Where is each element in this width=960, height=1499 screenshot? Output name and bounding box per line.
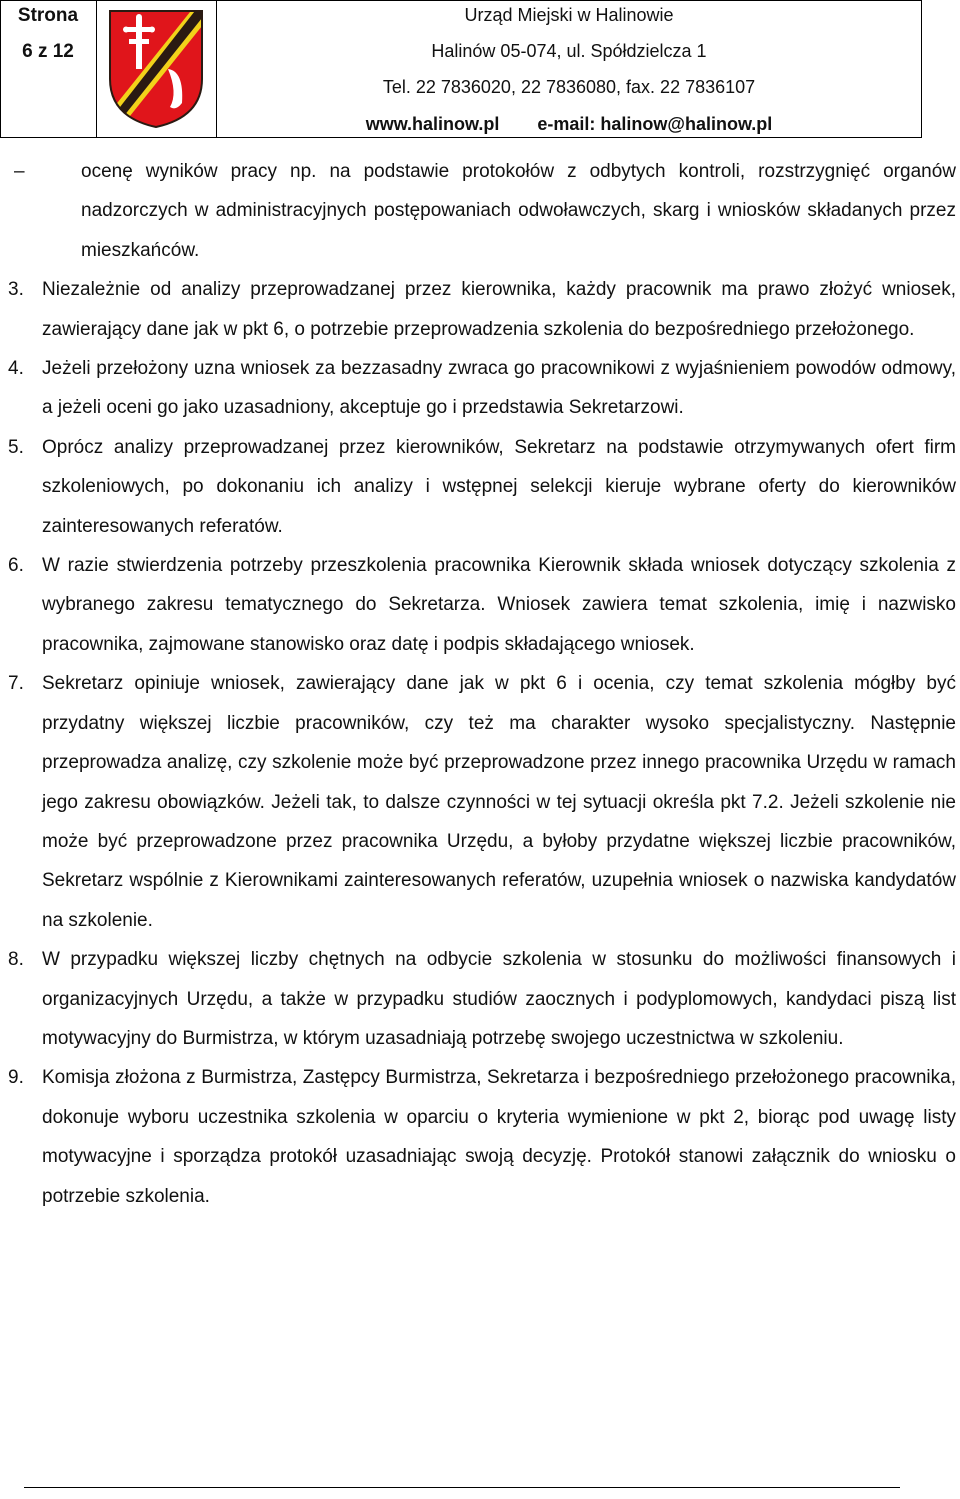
list-item-4 — [0, 349, 960, 428]
item-number: 9. — [8, 1067, 24, 1089]
office-name: Urząd Miejski w Halinowie — [464, 5, 674, 25]
paragraph-text: ocenę wyników pracy np. na podstawie protokołów z odbytych kontroli, rozstrzygnięć organów nadzorczych w administracyjnych postępowaniach odwoławczych, skarg i wniosków składanych przez mieszkańców. — [81, 161, 956, 261]
office-address: Halinów 05-074, ul. Spółdzielcza 1 — [431, 41, 707, 61]
office-contact-block — [217, 1, 921, 137]
list-item-8 — [0, 940, 960, 1058]
list-item-9 — [0, 1058, 960, 1216]
item-number: 8. — [8, 949, 24, 971]
footer-divider — [24, 1487, 900, 1488]
paragraph-text: Jeżeli przełożony uzna wniosek za bezzasadny zwraca go pracownikowi z wyjaśnieniem powodów odmowy, a jeżeli oceni go jako uzasadniony, akceptuje go i przedstawia Sekretarzowi. — [42, 358, 956, 419]
website-link[interactable]: www.halinow.pl — [365, 114, 500, 134]
list-item-3 — [0, 270, 960, 349]
list-item-7 — [0, 664, 960, 940]
paragraph-text: Komisja złożona z Burmistrza, Zastępcy Burmistrza, Sekretarza i bezpośredniego przełożonego pracownika, dokonuje wyboru uczestnika szkolenia w oparciu o kryteria wymienione w pkt 2, biorąc pod uwagę listy motywacyjne i sporządza protokół uzasadniając swoją decyzję. Protokół stanowi załącznik do wniosku o potrzebie szkolenia. — [42, 1067, 956, 1207]
office-phone: Tel. 22 7836020, 22 7836080, fax. 22 7836107 — [382, 77, 756, 97]
paragraph-text: Oprócz analizy przeprowadzanej przez kierowników, Sekretarz na podstawie otrzymywanych ofert firm szkoleniowych, po dokonaniu ich analizy i wstępnej selekcji kieruje wybrane oferty do kierowników zainteresowanych referatów. — [42, 436, 956, 537]
page-number: 6 z 12 — [22, 41, 74, 62]
item-number: 7. — [8, 673, 24, 695]
paragraph-text: Sekretarz opiniuje wniosek, zawierający dane jak w pkt 6 i ocenia, czy temat szkolenia mógłby być przydatny większej liczbie pracowników, czy też ma charakter wysoko specjalistyczny. Następnie przeprowadza analizę, czy szkolenie może być przeprowadzone przez innego pracownika Urzędu w ramach jego zakresu obowiązków. Jeżeli tak, to dalsze czynności w tej sytuacji określa pkt 7.2. Jeżeli szkolenie nie może być przeprowadzone przez pracownika Urzędu, a byłoby przydatne większej liczbie pracowników, Sekretarz wspólnie z Kierownikami zainteresowanych referatów, uzupełnia wniosek o nazwiska kandydatów na szkolenie. — [42, 673, 956, 931]
document-body — [0, 152, 960, 1216]
dash-marker: – — [14, 161, 25, 182]
list-item-5 — [0, 428, 960, 546]
email-link[interactable]: e-mail: halinow@halinow.pl — [537, 114, 773, 134]
page-label: Strona — [17, 5, 79, 26]
document-header — [0, 0, 922, 138]
page-indicator — [1, 1, 97, 137]
item-number: 6. — [8, 555, 24, 577]
list-item-6 — [0, 546, 960, 664]
paragraph-text: W razie stwierdzenia potrzeby przeszkolenia pracownika Kierownik składa wniosek dotyczący szkolenia z wybranego zakresu tematycznego do Sekretarza. Wniosek zawiera temat szkolenia, imię i nazwisko pracownika, zajmowane stanowisko oraz datę i podpis składającego wniosek. — [42, 555, 956, 655]
paragraph-text: Niezależnie od analizy przeprowadzanej przez kierownika, każdy pracownik ma prawo złożyć wniosek, zawierający dane jak w pkt 6, o potrzebie przeprowadzenia szkolenia do bezpośredniego przełożonego. — [42, 279, 956, 340]
dash-list-item — [0, 152, 960, 270]
coat-of-arms-icon — [106, 7, 206, 131]
item-number: 3. — [8, 279, 24, 301]
office-web-email — [217, 114, 921, 135]
paragraph-text: W przypadku większej liczby chętnych na odbycie szkolenia w stosunku do możliwości finansowych i organizacyjnych Urzędu, a także w przypadku studiów zaocznych i podyplomowych, kandydaci piszą list motywacyjny do Burmistrza, w którym uzasadniają potrzebę swojego uczestnictwa w szkoleniu. — [42, 949, 956, 1049]
item-number: 5. — [8, 436, 24, 458]
item-number: 4. — [8, 358, 24, 380]
logo-cell — [97, 1, 217, 137]
